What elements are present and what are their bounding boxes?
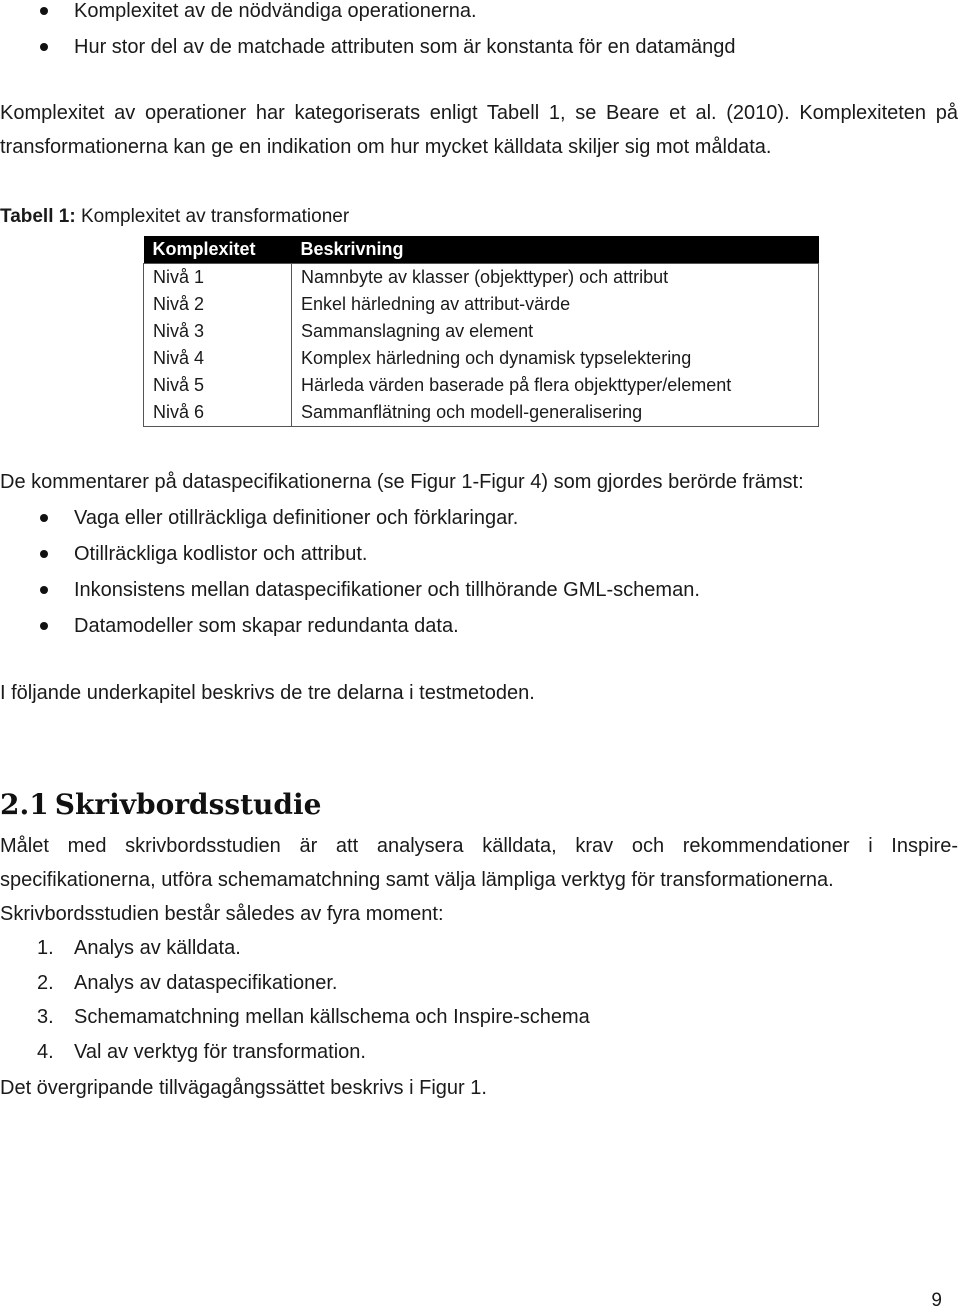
step-number: 4. xyxy=(37,1040,54,1063)
bullet-icon xyxy=(40,586,48,594)
table-caption xyxy=(0,203,349,231)
bullet-text: Hur stor del av de matchade attributen som är konstanta för en datamängd xyxy=(74,36,736,58)
steps-list xyxy=(0,932,590,1070)
section-heading xyxy=(0,786,321,824)
list-item xyxy=(0,1001,590,1036)
table-caption-text: Komplexitet av transformationer xyxy=(80,206,350,227)
list-item xyxy=(0,32,735,68)
table-row xyxy=(144,264,819,292)
table-header-row xyxy=(144,236,819,264)
table-cell: Nivå 3 xyxy=(144,318,292,345)
step-text: Schemamatchning mellan källschema och Inspire-schema xyxy=(74,1006,590,1028)
bullet-text: Inkonsistens mellan dataspecifikationer och tillhörande GML-scheman. xyxy=(74,579,700,601)
table-cell: Nivå 2 xyxy=(144,291,292,318)
list-item xyxy=(0,611,700,647)
table-row xyxy=(144,291,819,318)
table-row xyxy=(144,345,819,372)
step-number: 3. xyxy=(37,1006,54,1028)
list-item xyxy=(0,1036,590,1071)
table-cell: Namnbyte av klasser (objekttyper) och attribut xyxy=(301,267,669,287)
table-cell: Sammanflätning och modell-generalisering xyxy=(292,399,819,427)
page-number: 9 xyxy=(931,1290,942,1311)
table-row xyxy=(144,318,819,345)
bullet-text: Komplexitet av de nödvändiga operationerna. xyxy=(74,0,477,22)
table-row xyxy=(144,399,819,427)
bullet-icon xyxy=(40,514,48,522)
subchapters-text: I följande underkapitel beskrivs de tre delarna i testmetoden. xyxy=(0,682,535,704)
step-text: Val av verktyg för transformation. xyxy=(74,1040,366,1063)
table-cell: Härleda värden baserade på flera objekttyper/element xyxy=(301,375,732,395)
table-cell: Nivå 1 xyxy=(144,264,292,292)
column-header-description: Beskrivning xyxy=(292,236,819,264)
top-bullet-list xyxy=(0,0,735,68)
comments-intro: De kommentarer på dataspecifikationerna (se Figur 1-Figur 4) som gjordes berörde främst: xyxy=(0,471,804,493)
list-item xyxy=(0,932,590,967)
bullet-icon xyxy=(40,550,48,558)
table-cell: Komplex härledning och dynamisk typselektering xyxy=(301,348,692,368)
list-item xyxy=(0,539,700,575)
table-cell: Nivå 5 xyxy=(144,372,292,399)
step-text: Analys av källdata. xyxy=(74,937,241,959)
table-cell: Nivå 6 xyxy=(144,399,292,427)
bullet-icon xyxy=(40,622,48,630)
column-header-complexity: Komplexitet xyxy=(144,236,292,264)
bullet-text: Vaga eller otillräckliga definitioner och förklaringar. xyxy=(74,507,519,529)
list-item xyxy=(0,967,590,1002)
list-item xyxy=(0,575,700,611)
section-paragraph: Målet med skrivbordsstudien är att analysera källdata, krav och rekommendationer i Inspire-specifikationerna, utföra schemamatchning samt välja lämpliga verktyg för transformationerna. xyxy=(0,835,958,891)
bullet-text: Otillräckliga kodlistor och attribut. xyxy=(74,543,368,565)
table-row xyxy=(144,372,819,399)
table-cell: Sammanslagning av element xyxy=(301,321,534,341)
closing-text: Det övergripande tillvägagångssättet beskrivs i Figur 1. xyxy=(0,1077,487,1099)
table-cell: Enkel härledning av attribut-värde xyxy=(301,294,571,314)
table-caption-label: Tabell 1: xyxy=(0,206,76,227)
intro-paragraph: Komplexitet av operationer har kategoriserats enligt Tabell 1, se Beare et al. (2010). Komplexiteten på transformationerna kan ge en indikation om hur mycket källdata skiljer sig mot måldata. xyxy=(0,102,958,158)
list-item xyxy=(0,0,735,32)
table-cell: Nivå 4 xyxy=(144,345,292,372)
step-number: 1. xyxy=(37,937,54,959)
section-number: 2.1 xyxy=(0,788,49,821)
bullet-icon xyxy=(40,43,48,51)
step-text: Analys av dataspecifikationer. xyxy=(74,971,338,994)
complexity-table xyxy=(143,236,819,427)
step-number: 2. xyxy=(37,971,54,994)
bullet-text: Datamodeller som skapar redundanta data. xyxy=(74,615,459,637)
bullet-icon xyxy=(40,7,48,15)
comment-bullet-list xyxy=(0,503,700,647)
steps-intro: Skrivbordsstudien består således av fyra moment: xyxy=(0,903,444,925)
list-item xyxy=(0,503,700,539)
section-title: Skrivbordsstudie xyxy=(54,788,322,821)
